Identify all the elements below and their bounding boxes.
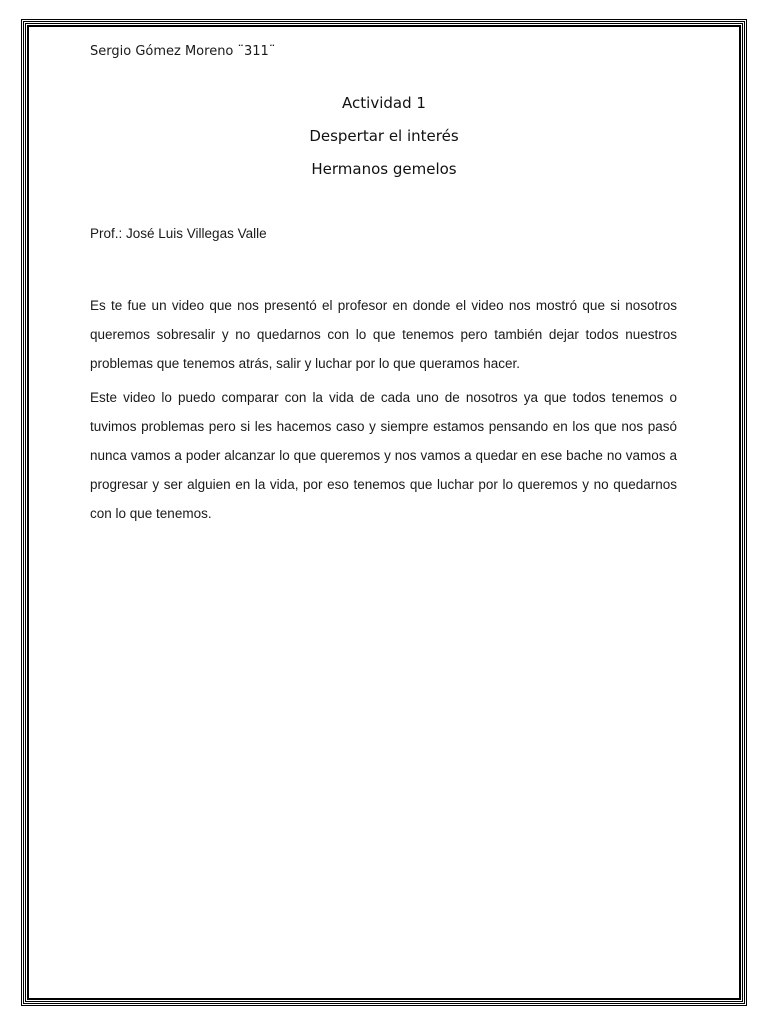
activity-title: Actividad 1 (342, 94, 426, 112)
professor-line: Prof.: José Luis Villegas Valle (90, 226, 267, 241)
paragraph-2: Este video lo puedo comparar con la vida de cada uno de nosotros ya que todos tenemos o tuvimos problemas pero si les hacemos caso y siempre estamos pensando en los que nos pasó nunca vamos a poder alcanzar lo que queremos y nos vamos a quedar en ese bache no vamos a progresar y ser alguien en la vida, por eso tenemos que luchar por lo queremos y no quedarnos con lo que tenemos. (90, 390, 677, 521)
paragraph-1: Es te fue un video que nos presentó el profesor en donde el video nos mostró que si nosotros queremos sobresalir y no quedarnos con lo que tenemos pero también dejar todos nuestros problemas que tenemos atrás, salir y luchar por lo que queramos hacer. (90, 298, 677, 371)
activity-subtitle: Despertar el interés (309, 127, 459, 145)
activity-topic: Hermanos gemelos (311, 160, 457, 178)
author-line: Sergio Gómez Moreno ¨311¨ (90, 44, 276, 59)
